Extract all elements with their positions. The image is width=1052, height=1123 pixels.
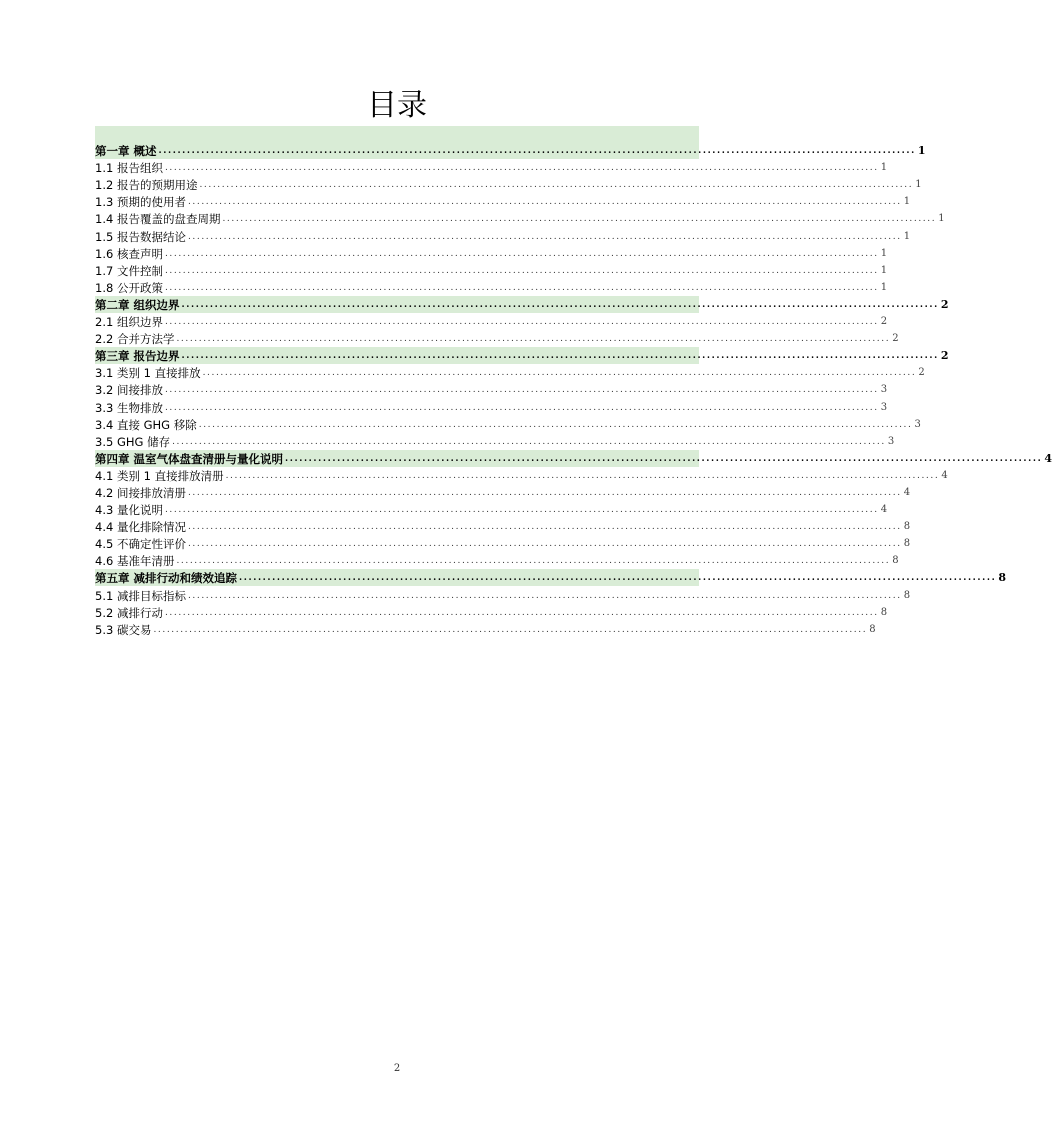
toc-leader-dots: ................................................................................................................................................................ xyxy=(225,470,940,481)
toc-entry-label: 第三章 报告边界 xyxy=(95,349,180,364)
toc-section-entry[interactable] xyxy=(95,398,888,415)
toc-entry-label: 1.2 报告的预期用途 xyxy=(95,178,198,193)
toc-entry-page: 8 xyxy=(880,606,888,618)
toc-entry-page: 8 xyxy=(869,623,876,635)
toc-section-entry[interactable] xyxy=(95,381,888,398)
toc-chapter-entry[interactable] xyxy=(95,347,949,364)
toc-entry-page: 1 xyxy=(903,196,911,208)
toc-leader-dots: ................................................................................................................................................................ xyxy=(181,351,939,362)
toc-entry-page: 1 xyxy=(917,144,926,158)
toc-entry-page: 1 xyxy=(880,281,888,293)
toc-entry-page: 4 xyxy=(903,486,911,498)
toc-entry-page: 1 xyxy=(938,213,945,225)
toc-section-entry[interactable] xyxy=(95,433,895,450)
toc-entry-label: 2.2 合并方法学 xyxy=(95,332,175,347)
toc-entry-label: 3.1 类别 1 直接排放 xyxy=(95,366,201,381)
toc-entry-page: 2 xyxy=(918,367,925,379)
toc-leader-dots: ................................................................................................................................................................ xyxy=(158,146,916,157)
toc-leader-dots: ................................................................................................................................................................ xyxy=(285,453,1043,464)
toc-chapter-entry[interactable] xyxy=(95,296,949,313)
page-number: 2 xyxy=(393,1063,401,1074)
toc-section-entry[interactable] xyxy=(95,262,888,279)
toc-entry-page: 4 xyxy=(880,504,888,516)
toc-entry-page: 3 xyxy=(887,435,895,447)
toc-entry-page: 8 xyxy=(998,571,1006,585)
toc-entry-label: 3.5 GHG 储存 xyxy=(95,434,171,449)
toc-section-entry[interactable] xyxy=(95,484,911,501)
toc-leader-dots: ................................................................................................................................................................ xyxy=(199,180,914,191)
toc-section-entry[interactable] xyxy=(95,364,925,381)
toc-entry-label: 3.4 直接 GHG 移除 xyxy=(95,417,197,432)
toc-leader-dots: ................................................................................................................................................................ xyxy=(176,334,891,345)
toc-entry-label: 第一章 概述 xyxy=(95,144,157,159)
toc-entry-label: 第五章 减排行动和绩效追踪 xyxy=(95,571,238,586)
toc-leader-dots: ................................................................................................................................................................ xyxy=(153,624,868,635)
toc-entry-page: 3 xyxy=(880,401,888,413)
toc-list xyxy=(95,142,1052,638)
toc-section-entry[interactable] xyxy=(95,330,899,347)
toc-entry-page: 1 xyxy=(915,179,922,191)
toc-entry-label: 3.2 间接排放 xyxy=(95,383,163,398)
toc-leader-dots: ................................................................................................................................................................ xyxy=(187,197,902,208)
toc-entry-page: 1 xyxy=(880,264,888,276)
toc-entry-page: 8 xyxy=(903,538,911,550)
toc-entry-page: 2 xyxy=(940,349,949,363)
toc-leader-dots: ................................................................................................................................................................ xyxy=(187,539,902,550)
toc-leader-dots: ................................................................................................................................................................ xyxy=(202,368,917,379)
toc-entry-label: 1.6 核查声明 xyxy=(95,246,163,261)
toc-leader-dots: ................................................................................................................................................................ xyxy=(164,248,879,259)
toc-entry-label: 1.4 报告覆盖的盘查周期 xyxy=(95,212,221,227)
toc-chapter-entry[interactable] xyxy=(95,142,926,159)
toc-section-entry[interactable] xyxy=(95,604,888,621)
toc-entry-label: 1.7 文件控制 xyxy=(95,263,163,278)
toc-leader-dots: ................................................................................................................................................................ xyxy=(164,265,879,276)
toc-entry-page: 4 xyxy=(1044,451,1052,465)
toc-entry-label: 5.3 碳交易 xyxy=(95,622,152,637)
toc-section-entry[interactable] xyxy=(95,245,888,262)
toc-entry-page: 4 xyxy=(941,469,948,481)
toc-chapter-entry[interactable] xyxy=(95,569,1006,586)
toc-leader-dots: ................................................................................................................................................................ xyxy=(172,436,886,447)
toc-entry-page: 1 xyxy=(903,230,911,242)
toc-entry-label: 1.1 报告组织 xyxy=(95,161,163,176)
toc-leader-dots: ................................................................................................................................................................ xyxy=(181,299,939,310)
toc-entry-label: 第四章 温室气体盘查清册与量化说明 xyxy=(95,451,284,466)
toc-section-entry[interactable] xyxy=(95,176,922,193)
toc-section-entry[interactable] xyxy=(95,227,911,244)
toc-entry-page: 3 xyxy=(914,418,921,430)
toc-leader-dots: ................................................................................................................................................................ xyxy=(187,487,902,498)
toc-entry-label: 4.3 量化说明 xyxy=(95,503,163,518)
toc-section-entry[interactable] xyxy=(95,518,911,535)
toc-entry-label: 1.5 报告数据结论 xyxy=(95,229,186,244)
toc-section-entry[interactable] xyxy=(95,535,911,552)
toc-section-entry[interactable] xyxy=(95,313,888,330)
table-of-contents xyxy=(95,126,1052,638)
toc-leader-dots: ................................................................................................................................................................ xyxy=(239,573,997,584)
toc-leader-dots: ................................................................................................................................................................ xyxy=(164,607,879,618)
toc-section-entry[interactable] xyxy=(95,279,888,296)
toc-leader-dots: ................................................................................................................................................................ xyxy=(198,419,913,430)
toc-entry-label: 5.2 减排行动 xyxy=(95,605,163,620)
toc-leader-dots: ................................................................................................................................................................ xyxy=(187,522,902,533)
toc-section-entry[interactable] xyxy=(95,586,911,603)
toc-section-entry[interactable] xyxy=(95,501,888,518)
toc-leader-dots: ................................................................................................................................................................ xyxy=(164,317,879,328)
toc-entry-label: 第二章 组织边界 xyxy=(95,297,180,312)
toc-section-entry[interactable] xyxy=(95,552,899,569)
toc-section-entry[interactable] xyxy=(95,416,921,433)
toc-section-entry[interactable] xyxy=(95,193,911,210)
toc-entry-page: 1 xyxy=(880,162,888,174)
toc-entry-page: 8 xyxy=(903,521,911,533)
toc-entry-label: 4.4 量化排除情况 xyxy=(95,520,186,535)
toc-entry-label: 1.3 预期的使用者 xyxy=(95,195,186,210)
toc-entry-page: 8 xyxy=(903,589,911,601)
toc-entry-label: 3.3 生物排放 xyxy=(95,400,163,415)
toc-leader-dots: ................................................................................................................................................................ xyxy=(164,505,879,516)
toc-entry-label: 5.1 减排目标指标 xyxy=(95,588,186,603)
toc-section-entry[interactable] xyxy=(95,159,888,176)
toc-entry-label: 2.1 组织边界 xyxy=(95,315,163,330)
toc-leader-dots: ................................................................................................................................................................ xyxy=(164,385,879,396)
page-title: 目录 xyxy=(367,88,427,123)
toc-entry-label: 4.1 类别 1 直接排放清册 xyxy=(95,468,224,483)
toc-chapter-entry[interactable] xyxy=(95,450,1052,467)
toc-entry-label: 4.6 基准年清册 xyxy=(95,554,175,569)
toc-entry-page: 2 xyxy=(892,333,899,345)
toc-entry-label: 4.5 不确定性评价 xyxy=(95,537,186,552)
toc-leader-dots: ................................................................................................................................................................ xyxy=(164,163,879,174)
toc-entry-page: 3 xyxy=(880,384,888,396)
toc-leader-dots: ................................................................................................................................................................ xyxy=(176,556,891,567)
toc-section-entry[interactable] xyxy=(95,467,948,484)
toc-section-entry[interactable] xyxy=(95,210,945,227)
toc-leader-dots: ................................................................................................................................................................ xyxy=(187,590,902,601)
toc-leader-dots: ................................................................................................................................................................ xyxy=(222,214,937,225)
toc-entry-page: 2 xyxy=(940,297,949,311)
toc-entry-label: 1.8 公开政策 xyxy=(95,280,163,295)
toc-entry-page: 8 xyxy=(892,555,899,567)
toc-entry-page: 2 xyxy=(880,316,888,328)
toc-leader-dots: ................................................................................................................................................................ xyxy=(164,402,879,413)
toc-section-entry[interactable] xyxy=(95,621,876,638)
toc-entry-label: 4.2 间接排放清册 xyxy=(95,485,186,500)
toc-leader-dots: ................................................................................................................................................................ xyxy=(187,231,902,242)
toc-entry-page: 1 xyxy=(880,247,888,259)
toc-leader-dots: ................................................................................................................................................................ xyxy=(164,282,879,293)
toc-header-band xyxy=(95,126,699,142)
